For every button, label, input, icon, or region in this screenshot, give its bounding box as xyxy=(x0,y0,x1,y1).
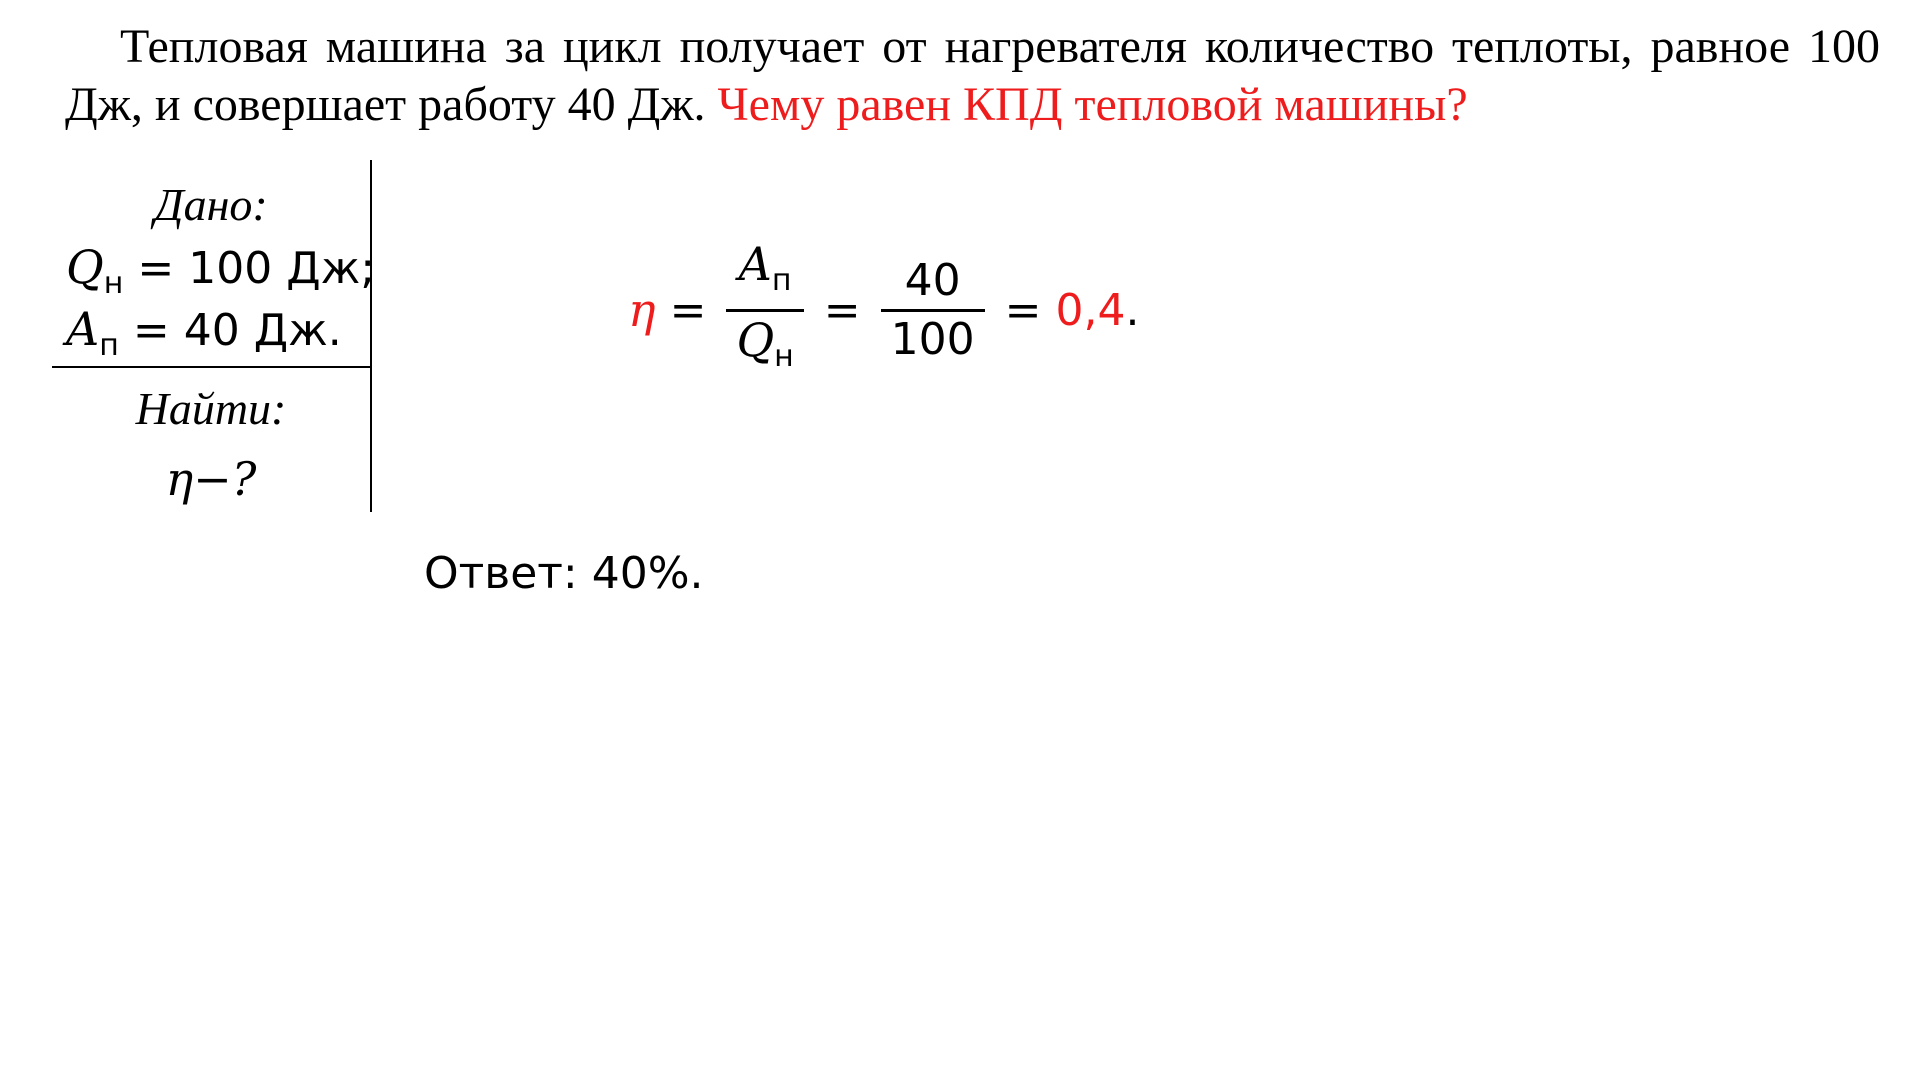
numerator-symbol: A xyxy=(738,236,772,291)
result-value: 0,4 xyxy=(1055,284,1126,336)
find-expression: η−? xyxy=(165,452,257,506)
heat-subscript: н xyxy=(103,266,124,301)
numeric-numerator: 40 xyxy=(904,254,961,306)
work-symbol: A xyxy=(66,302,100,356)
result-period: . xyxy=(1125,284,1140,336)
given-find-block xyxy=(52,160,376,512)
problem-question: Чему равен КПД тепловой машины? xyxy=(717,78,1468,131)
heat-equals: = xyxy=(137,243,175,294)
formula-equals-2: = xyxy=(823,284,861,336)
numeric-denominator: 100 xyxy=(890,313,975,365)
numeric-fraction xyxy=(881,253,985,368)
horizontal-divider xyxy=(52,366,372,368)
work-equals: = xyxy=(132,305,170,356)
find-title: Найти: xyxy=(135,383,287,434)
heat-value: 100 Дж; xyxy=(188,243,376,294)
formula-equals-1: = xyxy=(669,284,707,336)
vertical-divider xyxy=(370,160,372,512)
efficiency-formula xyxy=(628,236,1140,380)
answer-line xyxy=(424,548,704,599)
formula-eta: η xyxy=(628,283,656,337)
work-value: 40 Дж. xyxy=(183,305,342,356)
work-over-heat-fraction xyxy=(726,236,803,385)
formula-result xyxy=(1056,285,1140,336)
answer-label: Ответ: xyxy=(424,548,578,599)
problem-statement xyxy=(65,18,1880,134)
given-title: Дано: xyxy=(154,179,268,230)
formula-equals-3: = xyxy=(1004,284,1042,336)
problem-text: Тепловая машина за цикл получает от нагревателя количество теплоты, равное 100 Дж, и совершает работу 40 Дж. xyxy=(65,20,1880,131)
denominator-symbol: Q xyxy=(736,312,775,367)
denominator-subscript: н xyxy=(774,338,794,374)
given-work xyxy=(66,302,342,363)
work-subscript: п xyxy=(99,328,119,363)
heat-symbol: Q xyxy=(66,240,104,294)
fraction-numerator xyxy=(729,236,802,309)
fraction-denominator xyxy=(726,312,803,385)
answer-value: 40%. xyxy=(591,548,704,599)
numerator-subscript: п xyxy=(771,262,792,298)
given-heat xyxy=(66,240,375,301)
